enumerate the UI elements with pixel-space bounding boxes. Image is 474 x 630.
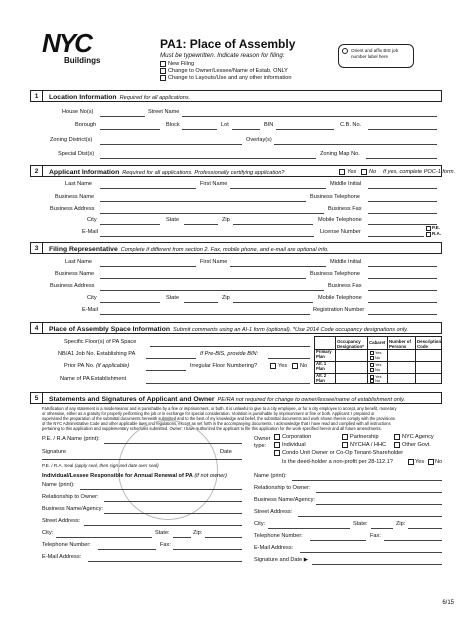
l-rel-field[interactable] <box>104 501 242 502</box>
s3-biz-tel-field[interactable] <box>368 278 437 279</box>
owner-individual-checkbox[interactable] <box>274 442 280 448</box>
s2-biz-addr-field[interactable] <box>100 213 324 214</box>
legal-line-3: supervised the preparation of the submittal documents herewith submitted and to the best of my knowledge and belief, the submittal documents and work shown therein comply with the provisions <box>42 415 395 421</box>
s3-biz-addr-field[interactable] <box>100 290 324 291</box>
owner-partnership-checkbox[interactable] <box>342 434 348 440</box>
prior-pa-note: (if applicable) <box>95 363 130 369</box>
cabaret-primary-yes-label: Yes <box>375 349 382 355</box>
r-signature-field[interactable] <box>312 564 442 565</box>
reason-new-filing-checkbox[interactable] <box>160 61 166 67</box>
irregular-yes-label: Yes <box>278 363 288 369</box>
seal-circle <box>118 420 218 520</box>
owner-nyc-agency-label: NYC Agency <box>402 434 434 440</box>
table-vline-3 <box>387 337 388 383</box>
r-city-field[interactable] <box>268 528 350 529</box>
responsible-note: (if not owner) <box>194 473 227 479</box>
block-label: Block <box>166 122 180 128</box>
deed-no-label: No <box>435 459 443 465</box>
borough-field[interactable] <box>100 129 160 130</box>
l-city-field[interactable] <box>56 537 152 538</box>
cabaret-alt1-yes[interactable] <box>370 363 374 367</box>
col-cabaret: Cabaret <box>369 340 386 345</box>
col-occupancy: Occupancy Designation* <box>337 339 364 350</box>
seal-label-text: P.E. / R.A. Seal <box>42 463 74 468</box>
s3-state-label: State <box>166 295 180 301</box>
s3-zip-field[interactable] <box>233 302 313 303</box>
section-1-subtitle: Required for all applications. <box>119 94 191 101</box>
r-fax-field[interactable] <box>384 540 442 541</box>
section-1-title <box>49 94 190 101</box>
overlay-label: Overlay(s) <box>246 137 272 143</box>
section-3-title-text: Filing Representative <box>49 245 118 253</box>
owner-other-govt-checkbox[interactable] <box>394 442 400 448</box>
owner-corp-checkbox[interactable] <box>274 434 280 440</box>
s3-mobile-field[interactable] <box>368 302 437 303</box>
logo-subtext: Buildings <box>64 56 101 65</box>
s2-email-field[interactable] <box>100 236 314 237</box>
section-4-title-text: Place of Assembly Space Information <box>49 325 170 333</box>
r-biz-label: Business Name/Agency: <box>254 497 315 503</box>
nba1-label: NB/A1 Job No. Establishing PA <box>58 351 136 357</box>
l-zip-field[interactable] <box>205 537 242 538</box>
house-field[interactable] <box>100 116 145 117</box>
form-title: PA1: Place of Assembly <box>160 37 296 51</box>
r-state-field[interactable] <box>371 528 393 529</box>
s3-biz-fax-label: Business Fax <box>328 283 362 289</box>
zoning-map-label: Zoning Map No. <box>320 151 360 157</box>
owner-type-label: Owner type: <box>254 436 271 449</box>
zoning-district-label: Zoning District(s) <box>50 137 93 143</box>
s2-middle-field[interactable] <box>368 188 437 189</box>
s3-email-label: E-Mail <box>82 307 98 313</box>
owner-nycha-label: NYCHA / HHC <box>350 442 387 448</box>
s3-zip-label: Zip <box>222 295 230 301</box>
section-1-number: 1 <box>31 91 43 101</box>
l-city-label: City: <box>42 530 54 536</box>
l-addr-field[interactable] <box>84 525 242 526</box>
s2-state-field[interactable] <box>184 224 218 225</box>
l-name-label: Name (print): <box>42 482 75 488</box>
cabaret-alt1-yes-label: Yes <box>375 361 382 367</box>
section-4-subtitle: Submit comments using an AI-1 form (optional). *Use 2014 Code occupancy designations only. <box>173 326 409 333</box>
legal-line-5: pertaining to this application and supplementary schedules submitted. Owner: I have authorized the applicant to file this application for the work specified herein and all future amendments. <box>42 425 382 431</box>
estab-name-label: Name of PA Establishment <box>60 376 127 382</box>
irregular-no-label: No <box>300 363 308 369</box>
section-3-number: 3 <box>31 243 43 253</box>
section-3-subtitle: Complete if different from section 2. Fax, mobile phone, and e-mail are optional info. <box>120 246 329 253</box>
seal-instructions: (apply seal, then sign and date over seal) <box>74 463 159 468</box>
reason-change-owner-label: Change to Owner/Lessee/Name of Estab. ONLY <box>168 68 288 74</box>
r-name-label: Name (print): <box>254 473 287 479</box>
cabaret-alt2-no[interactable] <box>370 379 374 383</box>
zoning-district-field[interactable] <box>100 144 242 145</box>
legal-line-1: Falsification of any statement is a misdemeanor and is punishable by a fine or imprisonment, or both. It is unlawful to give to a city employee, or for a city employee to accept, any benefit, monetary <box>42 406 397 411</box>
s2-first-label: First Name <box>200 181 228 187</box>
s3-state-field[interactable] <box>184 302 218 303</box>
r-tel-field[interactable] <box>310 540 366 541</box>
s3-middle-field[interactable] <box>368 266 437 267</box>
r-name-field[interactable] <box>292 480 442 481</box>
special-dist-label: Special Dist(s) <box>58 151 95 157</box>
floors-label: Specific Floor(s) of PA Space <box>64 339 137 345</box>
section-2-number: 2 <box>31 166 43 176</box>
responsible-heading <box>42 474 227 480</box>
s2-city-field[interactable] <box>100 224 160 225</box>
s3-last-label: Last Name <box>65 259 93 265</box>
r-city-label: City: <box>254 521 266 527</box>
legal-statement <box>42 406 442 431</box>
r-biz-field[interactable] <box>316 504 442 505</box>
s3-biz-fax-field[interactable] <box>368 290 437 291</box>
owner-other-govt-label: Other Govt. <box>402 442 431 448</box>
floors-field[interactable] <box>150 346 310 347</box>
s2-state-label: State <box>166 217 180 223</box>
lot-label: Lot <box>221 122 229 128</box>
r-rel-field[interactable] <box>316 492 442 493</box>
section-4-title <box>49 326 408 333</box>
section-5-title <box>49 396 405 403</box>
certify-yes-checkbox[interactable] <box>339 169 345 175</box>
r-email-label: E-Mail Address: <box>254 545 294 551</box>
pre-bis-bin-field[interactable] <box>268 358 310 359</box>
estab-name-field[interactable] <box>146 383 310 384</box>
s3-reg-field[interactable] <box>368 314 437 315</box>
col-persons: Number of Persons <box>389 339 411 350</box>
r-email-field[interactable] <box>300 552 442 553</box>
zoning-map-field[interactable] <box>366 158 437 159</box>
s3-biz-addr-label: Business Address <box>50 283 95 289</box>
s3-mobile-label: Mobile Telephone <box>318 295 362 301</box>
signature-label: Signature <box>42 449 66 455</box>
table-vline-4 <box>415 337 416 383</box>
s3-city-field[interactable] <box>100 302 160 303</box>
owner-individual-label: Individual <box>282 442 306 448</box>
reason-new-filing-label: New Filing <box>168 61 195 67</box>
l-fax-field[interactable] <box>173 549 242 550</box>
s3-middle-label: Middle Initial <box>330 259 362 265</box>
r-zip-field[interactable] <box>408 528 442 529</box>
job-label-text: Orient and affix BIS job number label here <box>351 48 399 59</box>
s2-biz-fax-label: Business Fax <box>328 206 362 212</box>
s2-biz-name-field[interactable] <box>100 201 306 202</box>
s3-first-field[interactable] <box>230 266 326 267</box>
r-tel-label: Telephone Number: <box>254 533 303 539</box>
cabaret-primary-yes[interactable] <box>370 351 374 355</box>
legal-line-4: of the NYC Administrative Code and other applicable laws and regulations, except as set forth in the accompanying documents. I acknowledge that I have read and complied with all instructions <box>42 420 391 426</box>
s2-zip-field[interactable] <box>233 224 313 225</box>
l-state-label: State: <box>155 530 170 536</box>
label-orient-icon <box>342 48 348 54</box>
s2-biz-tel-field[interactable] <box>368 201 437 202</box>
section-5-title-text: Statements and Signatures of Applicant and Owner <box>49 395 215 403</box>
house-label: House No(s) <box>62 109 94 115</box>
table-vline-2 <box>367 337 368 383</box>
reason-change-layout-label: Change to Layouts/Use and any other information <box>168 75 292 81</box>
s2-mobile-field[interactable] <box>368 224 437 225</box>
prior-pa-label <box>64 364 129 370</box>
r-zip-label: Zip: <box>396 521 406 527</box>
deed-yes-checkbox[interactable] <box>408 459 414 465</box>
cb-label: C.B. No. <box>340 122 362 128</box>
owner-corp-label: Corporation <box>282 434 312 440</box>
s2-last-field[interactable] <box>100 188 196 189</box>
cabaret-alt1-no-label: No <box>375 366 381 372</box>
table-vline-1 <box>335 337 336 383</box>
street-field[interactable] <box>182 116 437 117</box>
s2-license-field[interactable] <box>368 236 424 237</box>
section-1-title-text: Location Information <box>49 93 117 101</box>
section-2-title-text: Applicant Information <box>49 168 120 176</box>
overlay-field[interactable] <box>274 144 437 145</box>
s2-mobile-label: Mobile Telephone <box>318 217 362 223</box>
ra-label: R.A. <box>432 231 441 236</box>
s2-biz-addr-label: Business Address <box>50 206 95 212</box>
s3-biz-name-label: Business Name <box>55 271 95 277</box>
l-addr-label: Street Address: <box>42 518 81 524</box>
cabaret-primary-no[interactable] <box>370 356 374 360</box>
section-5-number: 5 <box>31 393 43 403</box>
certify-yes-label: Yes <box>347 168 357 175</box>
street-label: Street Name <box>148 109 180 115</box>
ra-checkbox[interactable] <box>426 232 431 237</box>
section-3-title <box>49 246 329 253</box>
pe-name-field[interactable] <box>104 443 242 444</box>
r-addr-label: Street Address: <box>254 509 293 515</box>
s2-biz-tel-label: Business Telephone <box>310 194 360 200</box>
l-email-label: E-Mail Address: <box>42 554 82 560</box>
signature-field[interactable] <box>42 459 242 460</box>
certify-no-label: No <box>369 168 377 175</box>
cabaret-alt2-yes-label: Yes <box>375 373 382 379</box>
l-state-field[interactable] <box>173 537 191 538</box>
form-subtitle: Must be typewritten. Indicate reason for filing: <box>160 52 285 59</box>
section-2-header <box>30 165 456 177</box>
owner-partnership-label: Partnership <box>350 434 379 440</box>
owner-condo-label: Condo Unit Owner or Co-Op Tenant-Shareholder <box>282 450 404 456</box>
s2-license-label: License Number <box>320 229 361 235</box>
s2-city-label: City <box>87 217 97 223</box>
section-4-number: 4 <box>31 323 43 333</box>
s3-biz-name-field[interactable] <box>100 278 306 279</box>
cb-field[interactable] <box>368 129 437 130</box>
owner-nyc-agency-checkbox[interactable] <box>394 434 400 440</box>
s3-biz-tel-label: Business Telephone <box>310 271 360 277</box>
row-primary-plan: Primary Plan <box>316 349 332 359</box>
section-2-title <box>49 169 285 176</box>
s3-last-field[interactable] <box>100 266 196 267</box>
s2-first-field[interactable] <box>230 188 326 189</box>
if-pre-bis-label: If Pre-BIS, provide BIN: <box>200 351 259 357</box>
reason-change-owner-checkbox[interactable] <box>160 68 166 74</box>
s2-middle-label: Middle Initial <box>330 181 362 187</box>
prior-pa-text: Prior PA No. <box>64 363 95 369</box>
date-label: Date <box>220 449 232 455</box>
deed-yes-label: Yes <box>415 459 425 465</box>
certify-no-checkbox[interactable] <box>361 169 367 175</box>
row-alt2-plan: Alt. 2 Plan <box>316 373 327 383</box>
s2-biz-fax-field[interactable] <box>368 213 437 214</box>
cabaret-alt2-no-label: No <box>375 378 381 383</box>
occupancy-table <box>314 336 442 384</box>
l-biz-field[interactable] <box>104 513 242 514</box>
deed-question: Is the deed-holder a non-profit per 28-112.1? <box>282 459 393 465</box>
pe-checkbox[interactable] <box>426 226 431 231</box>
cabaret-alt1-no[interactable] <box>370 368 374 372</box>
r-signature-label: Signature and Date ▶ <box>254 557 309 563</box>
l-email-field[interactable] <box>88 561 242 562</box>
r-rel-label: Relationship to Owner: <box>254 485 311 491</box>
responsible-heading-text: Individual/Lessee Responsible for Annual Renewal of PA <box>42 473 193 479</box>
r-state-label: State: <box>353 521 368 527</box>
s2-biz-name-label: Business Name <box>55 194 95 200</box>
irregular-label: Irregular Floor Numbering? <box>190 363 258 369</box>
logo-text: NYC <box>42 28 91 58</box>
nyc-logo <box>42 30 122 68</box>
row-alt1-plan: Alt. 1 Plan <box>316 361 327 371</box>
prior-pa-field[interactable] <box>146 370 186 371</box>
l-biz-label: Business Name/Agency: <box>42 506 103 512</box>
job-label-box <box>338 44 414 68</box>
pe-label: P.E. <box>432 225 440 230</box>
section-2-subtitle: Required for all applications. Professionally certifying application? <box>122 169 285 176</box>
l-rel-label: Relationship to Owner: <box>42 494 99 500</box>
irregular-yes-checkbox[interactable] <box>270 363 276 369</box>
cabaret-primary-no-label: No <box>375 354 381 360</box>
l-tel-label: Telephone Number: <box>42 542 91 548</box>
l-tel-field[interactable] <box>98 549 156 550</box>
l-name-field[interactable] <box>80 489 242 490</box>
special-dist-field[interactable] <box>100 158 316 159</box>
s3-first-label: First Name <box>200 259 228 265</box>
bin-field[interactable] <box>276 129 334 130</box>
bin-label: BIN <box>264 122 274 128</box>
section-5-subtitle: PE/RA not required for change to owner/lessee/name of establishment only. <box>217 396 406 403</box>
s3-city-label: City <box>87 295 97 301</box>
l-zip-label: Zip: <box>193 530 203 536</box>
r-addr-field[interactable] <box>298 516 442 517</box>
borough-label: Borough <box>75 122 97 128</box>
s3-reg-label: Registration Number <box>313 307 365 313</box>
s2-email-label: E-Mail <box>82 229 98 235</box>
nba1-field[interactable] <box>146 358 196 359</box>
seal-label <box>42 464 159 469</box>
deed-no-checkbox[interactable] <box>428 459 434 465</box>
block-field[interactable] <box>182 129 217 130</box>
lot-field[interactable] <box>232 129 260 130</box>
section-5-header <box>30 392 442 404</box>
legal-line-2: or otherwise, either as a gratuity for properly performing the job or in exchange for special consideration. Violation is punishable by imprisonment or fine or both. Applicant: I prepared or <box>42 410 375 416</box>
certify-note: If yes, complete POC-1 form. <box>383 168 456 175</box>
pe-name-label: P.E. / R.A Name (print): <box>42 436 100 442</box>
page-number: 6/15 <box>442 600 454 606</box>
section-3-header <box>30 242 442 254</box>
irregular-no-checkbox[interactable] <box>292 363 298 369</box>
section-4-header <box>30 322 442 334</box>
reason-change-layout-checkbox[interactable] <box>160 75 166 81</box>
col-description: Description Code <box>417 339 442 350</box>
cabaret-alt2-yes[interactable] <box>370 375 374 379</box>
s2-last-label: Last Name <box>65 181 93 187</box>
l-fax-label: Fax: <box>160 542 171 548</box>
owner-condo-checkbox[interactable] <box>274 450 280 456</box>
s3-email-field[interactable] <box>100 314 310 315</box>
s2-zip-label: Zip <box>222 217 230 223</box>
section-1-header <box>30 90 442 102</box>
r-fax-label: Fax: <box>370 533 381 539</box>
owner-nycha-checkbox[interactable] <box>342 442 348 448</box>
